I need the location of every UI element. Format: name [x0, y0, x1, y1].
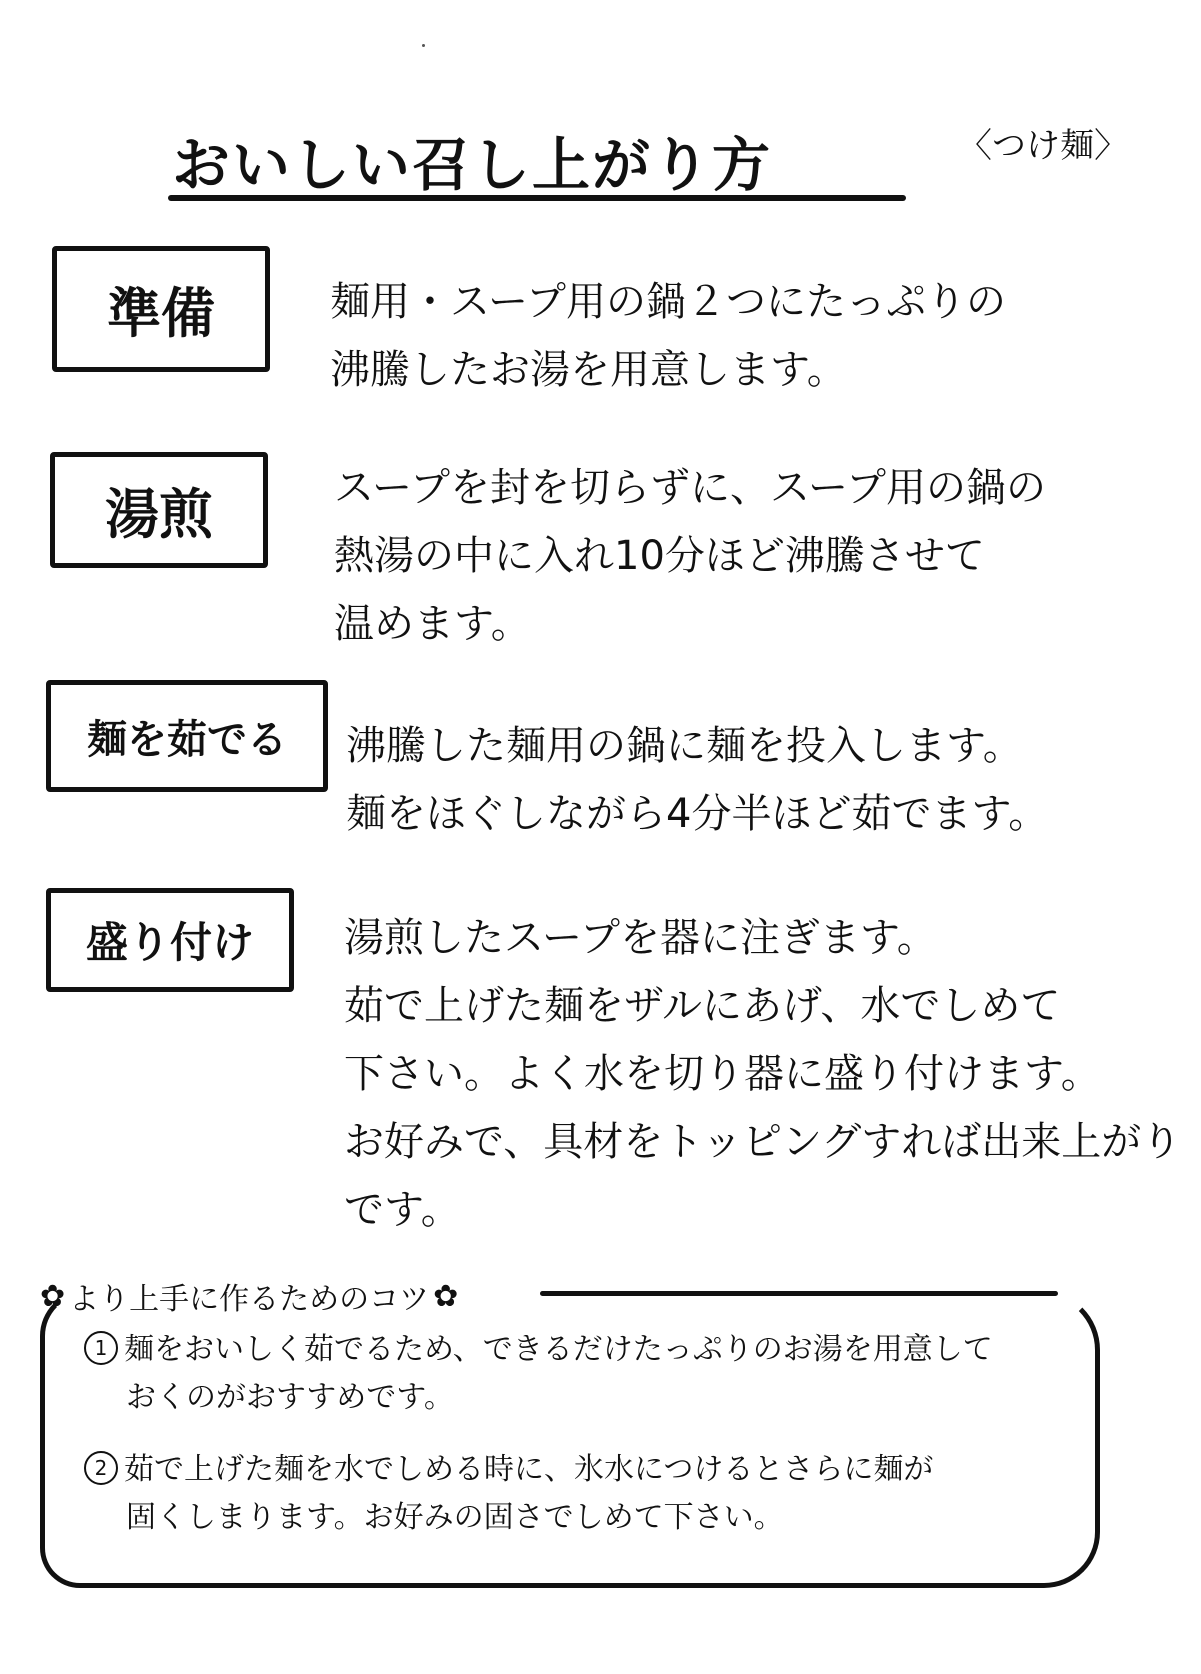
tip-line	[84, 1446, 933, 1494]
circled-number-2: 2	[84, 1451, 118, 1485]
body-line: 沸騰したお湯を用意します。	[330, 347, 847, 393]
body-line: 温めます。	[334, 601, 531, 647]
flower-icon: ✿	[433, 1278, 459, 1314]
section-body-boil-noodles	[346, 712, 1048, 848]
tip-item-1	[84, 1326, 993, 1422]
section-body-preparation	[330, 268, 1006, 404]
title-underline	[168, 195, 906, 201]
body-line: 湯煎したスープを器に注ぎます。	[344, 915, 937, 961]
body-line: 茹で上げた麺をザルにあげ、水でしめて	[344, 983, 1061, 1029]
tip-line: 固くしまります。お好みの固さでしめて下さい。	[126, 1500, 784, 1535]
body-line: お好みで、具材をトッピングすれば出来上がり	[344, 1119, 1182, 1165]
tip-text: 麺をおいしく茹でるため、できるだけたっぷりのお湯を用意して	[124, 1332, 993, 1367]
section-label-boil-noodles: 麺を茹でる	[46, 680, 328, 792]
tips-heading-text: より上手に作るためのコツ	[69, 1282, 430, 1317]
tip-text: 茹で上げた麺を水でしめる時に、氷水につけるとさらに麺が	[124, 1452, 934, 1487]
tip-item-2	[84, 1446, 933, 1542]
section-body-plating	[344, 904, 1181, 1244]
section-body-warming	[334, 454, 1046, 658]
body-line: 熱湯の中に入れ10分ほど沸騰させて	[334, 533, 985, 579]
body-line: 沸騰した麺用の鍋に麺を投入します。	[346, 723, 1023, 769]
page-title: おいしい召し上がり方	[172, 131, 773, 199]
body-line: スープを封を切らずに、スープ用の鍋の	[334, 465, 1046, 511]
tip-line: おくのがおすすめです。	[126, 1380, 454, 1415]
body-line: 麺用・スープ用の鍋２つにたっぷりの	[330, 279, 1006, 325]
circled-number-1: 1	[84, 1331, 118, 1365]
page-subtitle: 〈つけ麺〉	[958, 126, 1128, 166]
section-label-preparation: 準備	[52, 246, 270, 372]
body-line: です。	[344, 1187, 461, 1233]
body-line: 麺をほぐしながら4分半ほど茹でます。	[346, 791, 1049, 837]
section-label-plating: 盛り付け	[46, 888, 294, 992]
body-line: 下さい。よく水を切り器に盛り付けます。	[344, 1051, 1101, 1097]
scan-speck	[422, 44, 425, 47]
tip-line	[84, 1326, 993, 1374]
section-label-warming: 湯煎	[50, 452, 268, 568]
flower-icon: ✿	[40, 1278, 66, 1314]
